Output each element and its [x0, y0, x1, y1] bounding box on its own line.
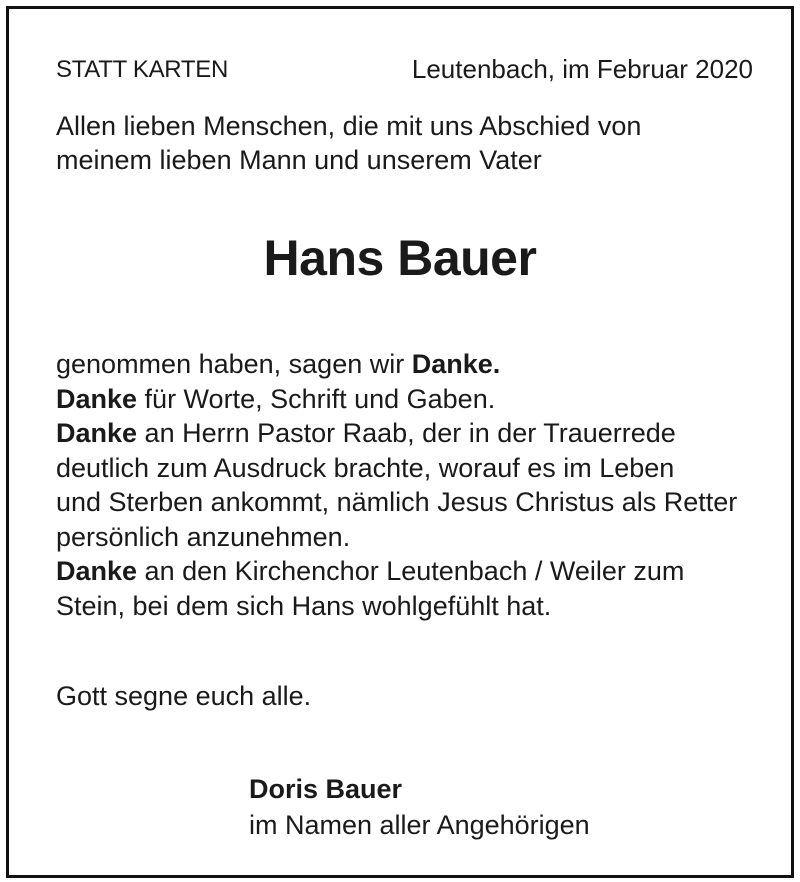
body-text: an Herrn Pastor Raab, der in der Trauerrede	[137, 418, 676, 448]
body-line: Stein, bei dem sich Hans wohlgefühlt hat.	[56, 590, 552, 621]
intro-line: Allen lieben Menschen, die mit uns Abschied von	[56, 111, 642, 141]
body-line	[56, 554, 737, 589]
header-label: STATT KARTEN	[56, 56, 228, 83]
body-text: für Worte, Schrift und Gaben.	[137, 383, 496, 414]
intro-text	[56, 109, 641, 177]
body-bold: Danke.	[411, 349, 501, 379]
body-bold: Danke	[56, 418, 138, 448]
deceased-name: Hans Bauer	[263, 230, 537, 286]
signer-name: Doris Bauer	[249, 774, 403, 804]
body-line	[56, 382, 737, 417]
body-text: genommen haben, sagen wir	[56, 349, 412, 379]
obituary-card	[6, 6, 794, 878]
body-text: an den Kirchenchor Leutenbach / Weiler zum	[137, 556, 685, 586]
signer-subtitle: im Namen aller Angehörigen	[249, 810, 590, 840]
body-line: persönlich anzunehmen.	[56, 521, 351, 552]
signature-block	[249, 771, 590, 843]
place-date: Leutenbach, im Februar 2020	[411, 54, 753, 84]
body-line	[56, 347, 737, 382]
body-line: deutlich zum Ausdruck brachte, worauf es im Leben	[56, 452, 675, 483]
body-line: und Sterben ankommt, nämlich Jesus Christus als Retter	[56, 487, 738, 517]
body-bold: Danke	[56, 383, 138, 414]
intro-line: meinem lieben Mann und unserem Vater	[56, 145, 542, 175]
thanks-text	[56, 347, 737, 623]
blessing-text: Gott segne euch alle.	[56, 681, 312, 711]
body-line	[56, 416, 737, 451]
body-bold: Danke	[56, 556, 138, 586]
